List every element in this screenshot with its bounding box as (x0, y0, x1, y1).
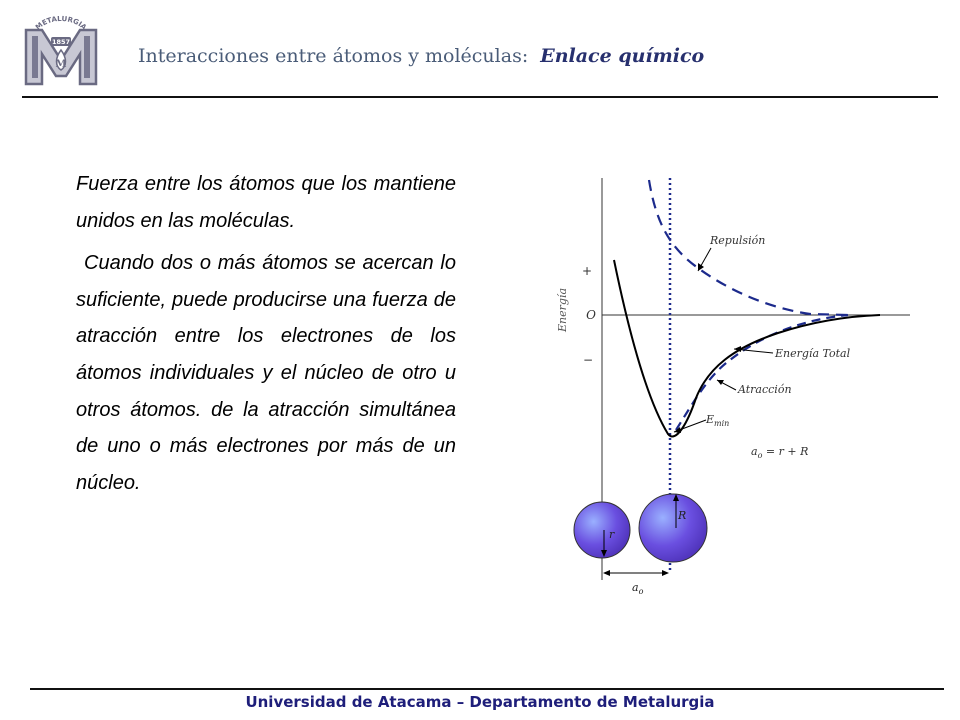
equation-rest: = r + R (762, 445, 809, 458)
equation-label (751, 445, 808, 460)
header-divider (22, 96, 938, 98)
title-main: Interacciones entre átomos y moléculas: (138, 45, 529, 67)
paragraph-explanation: Cuando dos o más átomos se acercan lo suficiente, puede producirse una fuerza de atracción entre los electrones de los átomos individuales y el núcleo de otro u otros átomos. de la atracción simultánea de uno o más electrones por más de un núcleo. (76, 252, 456, 494)
logo-letter: M (55, 59, 67, 70)
y-axis-label: Energía (556, 288, 569, 332)
body-text (76, 166, 456, 507)
plus-sign: + (581, 264, 593, 278)
bond-energy-diagram (548, 168, 918, 612)
ao-label (632, 581, 644, 596)
repulsion-curve (649, 180, 848, 315)
logo-year: 1857 (51, 38, 71, 46)
ao-base: a (632, 581, 639, 594)
footer-divider (30, 688, 944, 690)
bond-energy-svg (548, 168, 918, 608)
origin-label: O (586, 308, 596, 322)
logo-arc-text: METALURGIA (34, 14, 89, 32)
emin-label (705, 413, 729, 428)
equation-a: a (751, 445, 758, 458)
paragraph-definition: Fuerza entre los átomos que los mantiene unidos en las moléculas. (76, 173, 456, 232)
ao-subscript: o (638, 587, 644, 596)
small-radius-label: r (609, 528, 615, 541)
attraction-curve (676, 315, 848, 430)
title-emphasis: Enlace químico (540, 45, 705, 67)
total-energy-label: Energía Total (775, 347, 851, 360)
university-logo (22, 14, 100, 88)
attraction-label: Atracción (738, 383, 792, 396)
small-atom (574, 502, 630, 558)
page-title (138, 45, 704, 67)
minus-sign: − (582, 353, 594, 367)
emin-subscript: min (714, 419, 730, 428)
equation-subscript: o (757, 451, 763, 460)
repulsion-label: Repulsión (710, 234, 766, 247)
large-radius-label: R (678, 509, 687, 522)
emin-base: E (706, 413, 715, 426)
footer-text: Universidad de Atacama – Departamento de Metalurgia (245, 693, 715, 711)
large-atom (639, 494, 707, 562)
